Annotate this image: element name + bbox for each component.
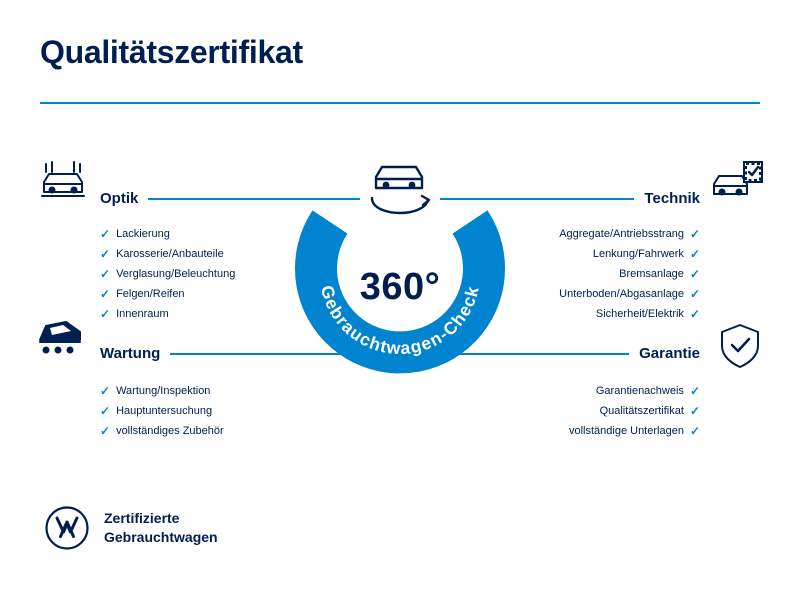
- ring-arc-label: Gebrauchtwagen-Check: [316, 283, 483, 359]
- list-item-label: vollständiges Zubehör: [116, 424, 224, 437]
- section-list-garantie: [440, 381, 700, 441]
- list-item-label: Aggregate/Antriebsstrang: [559, 227, 684, 240]
- list-item-label: Qualitätszertifikat: [599, 404, 684, 417]
- check-icon: ✓: [100, 267, 111, 281]
- check-icon: ✓: [689, 227, 700, 241]
- list-item-label: Hauptuntersuchung: [116, 404, 213, 417]
- list-item-label: Bremsanlage: [619, 267, 684, 280]
- check-icon: ✓: [100, 424, 111, 438]
- check-icon: ✓: [100, 404, 111, 418]
- check-icon: ✓: [100, 287, 111, 301]
- list-item-label: Sicherheit/Elektrik: [595, 307, 684, 320]
- check-icon: ✓: [100, 227, 111, 241]
- check-icon: ✓: [689, 267, 700, 281]
- list-item-label: Garantienachweis: [595, 384, 684, 397]
- list-item-label: Wartung/Inspektion: [116, 384, 211, 397]
- car-checklist-icon: [712, 160, 764, 213]
- list-item-label: Lackierung: [116, 227, 170, 240]
- list-item-label: Unterboden/Abgasanlage: [559, 287, 684, 300]
- list-item-label: vollständige Unterlagen: [568, 424, 684, 437]
- shield-check-icon: [718, 322, 762, 375]
- title-divider: [40, 102, 760, 104]
- check-icon: ✓: [689, 307, 700, 321]
- list-item-label: Lenkung/Fahrwerk: [592, 247, 684, 260]
- list-item: [100, 421, 360, 441]
- page-title: Qualitätszertifikat: [40, 34, 303, 70]
- section-title-technik: Technik: [644, 190, 700, 207]
- section-title-garantie: Garantie: [639, 345, 700, 362]
- list-item-label: Felgen/Reifen: [116, 287, 185, 300]
- car-lift-icon: [36, 318, 88, 373]
- vw-logo: [44, 505, 90, 551]
- list-item-label: Verglasung/Beleuchtung: [116, 267, 236, 280]
- check-icon: ✓: [100, 307, 111, 321]
- section-title-wartung: Wartung: [100, 345, 161, 362]
- car-360-icon: [360, 158, 442, 220]
- footer-branding: [44, 505, 218, 551]
- car-wash-icon: [38, 160, 88, 213]
- list-item: [440, 401, 700, 421]
- list-item: [100, 401, 360, 421]
- check-360-ring: [288, 162, 512, 386]
- check-icon: ✓: [689, 247, 700, 261]
- check-icon: ✓: [100, 247, 111, 261]
- footer-text: [104, 509, 218, 547]
- footer-line-2: Gebrauchtwagen: [104, 529, 218, 545]
- check-icon: ✓: [689, 287, 700, 301]
- list-item: [440, 421, 700, 441]
- list-item-label: Karosserie/Anbauteile: [116, 247, 224, 260]
- check-icon: ✓: [689, 424, 700, 438]
- check-icon: ✓: [689, 404, 700, 418]
- check-icon: ✓: [689, 384, 700, 398]
- ring-number: 360°: [359, 266, 441, 308]
- section-title-optik: Optik: [100, 190, 139, 207]
- section-list-wartung: [100, 381, 360, 441]
- check-icon: ✓: [100, 384, 111, 398]
- list-item-label: Innenraum: [116, 307, 169, 320]
- footer-line-1: Zertifizierte: [104, 510, 180, 527]
